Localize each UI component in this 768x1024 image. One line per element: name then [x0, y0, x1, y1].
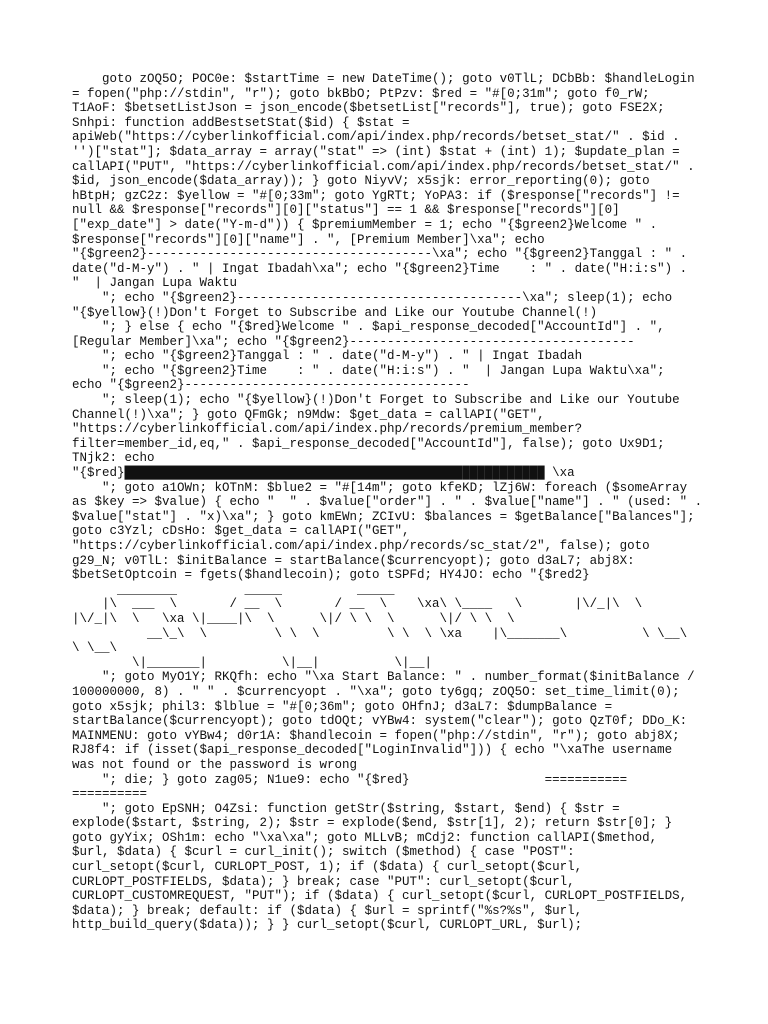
- code-line: ________ _____ _____: [72, 582, 395, 597]
- code-line: Channel(!)\xa"; } goto QFmGk; n9Mdw: $get_data = callAPI("GET",: [72, 407, 545, 422]
- code-line: ==========: [72, 787, 148, 802]
- code-line: 100000000, 8) . " " . $currencyopt . "\xa"; goto ty6gq; zOQ5O: set_time_limit(0);: [72, 684, 680, 699]
- code-line: \|_______| \|__| \|__|: [72, 655, 433, 670]
- code-line: apiWeb("https://cyberlinkofficial.com/api/index.php/records/betset_stat/" . $id .: [72, 130, 680, 145]
- code-line: null && $response["records"][0]["status"] == 1 && $response["records"][0]: [72, 203, 620, 218]
- code-line: "; goto EpSNH; O4Zsi: function getStr($string, $start, $end) { $str =: [72, 801, 620, 816]
- code-line: \ \__\: [72, 641, 118, 656]
- code-line: goto x5sjk; phil3: $lblue = "#[0;36m"; goto OHfnJ; d3aL7: $dumpBalance =: [72, 699, 613, 714]
- code-line: '')["stat"]; $data_array = array("stat" => (int) $stat + (int) 1); $update_plan =: [72, 144, 680, 159]
- code-line: echo "{$green2}--------------------------------------: [72, 378, 470, 393]
- code-line: $data); } break; default: if ($data) { $url = sprintf("%s?%s", $url,: [72, 903, 583, 918]
- code-line: [Regular Member]\xa"; echo "{$green2}--------------------------------------: [72, 334, 635, 349]
- code-line: "{$yellow}(!)Don't Forget to Subscribe and Like our Youtube Channel(!): [72, 305, 598, 320]
- code-line: startBalance($currencyopt); goto tdOQt; vYBw4: system("clear"); goto QzT0f; DDo_K:: [72, 714, 688, 729]
- code-line: CURLOPT_CUSTOMREQUEST, "PUT"); if ($data) { curl_setopt($curl, CURLOPT_POSTFIELDS,: [72, 889, 688, 904]
- code-line: hBtpH; gzC2z: $yellow = "#[0;33m"; goto YgRTt; YoPA3: if ($response["records"] !=: [72, 188, 680, 203]
- code-line: $value["stat"] . "x)\xa"; } goto kmEWn; ZCIvU: $balances = $getBalance["Balances"];: [72, 509, 695, 524]
- code-line: goto zOQ5O; POC0e: $startTime = new DateTime(); goto v0TlL; DCbBb: $handleLogin: [72, 72, 695, 86]
- code-line: " | Jangan Lupa Waktu: [72, 276, 238, 291]
- code-line: Snhpi: function addBestsetStat($id) { $stat =: [72, 115, 410, 130]
- code-line: = fopen("php://stdin", "r"); goto bkBbO; PtPzv: $red = "#[0;31m"; goto f0_rW;: [72, 86, 650, 101]
- code-line: "https://cyberlinkofficial.com/api/index.php/records/sc_stat/2", false); goto: [72, 539, 650, 553]
- code-line: MAINMENU: goto vYBw4; d0r1A: $handlecoin = fopen("php://stdin", "r"); goto abj8X;: [72, 728, 680, 743]
- code-line: "{$red}████████████████████████████████████████████████████████ \xa: [72, 466, 575, 481]
- code-line: explode($start, $string, 2); $str = explode($end, $str[1], 2); return $str[0]; }: [72, 816, 673, 831]
- code-line: goto gyYix; OSh1m: echo "\xa\xa"; goto MLLvB; mCdj2: function callAPI($method,: [72, 830, 658, 845]
- code-line: $response["records"][0]["name"] . ", [Premium Member]\xa"; echo: [72, 232, 545, 247]
- code-line: "; echo "{$green2}Tanggal : " . date("d-M-y") . " | Ingat Ibadah: [72, 349, 583, 364]
- code-line: ["exp_date"] > date("Y-m-d")) { $premiumMember = 1; echo "{$green2}Welcome " .: [72, 217, 658, 232]
- code-line: $betSetOptcoin = fgets($handlecoin); goto tSPFd; HY4JO: echo "{$red2}: [72, 568, 590, 583]
- code-line: |\/_|\ \ \xa \|____|\ \ \|/ \ \ \ \|/ \ \ \: [72, 611, 515, 626]
- code-line: "; goto MyO1Y; RKQfh: echo "\xa Start Balance: " . number_format($initBalance /: [72, 670, 695, 685]
- code-line: "; } else { echo "{$red}Welcome " . $api_response_decoded["AccountId"] . ",: [72, 320, 665, 335]
- code-listing: [72, 72, 712, 933]
- code-line: CURLOPT_POSTFIELDS, $data); } break; case "PUT": curl_setopt($curl,: [72, 874, 575, 889]
- code-line: |\ ___ \ / __ \ / __ \ \xa\ \____ \ |\/_|\ \: [72, 597, 643, 612]
- code-line: filter=member_id,eq," . $api_response_decoded["AccountId"], false); goto Ux9D1;: [72, 436, 665, 451]
- code-line: g29_N; v0TlL: $initBalance = startBalance($currencyopt); goto d3aL7; abj8X:: [72, 553, 635, 568]
- code-line: "; echo "{$green2}Time : " . date("H:i:s") . " | Jangan Lupa Waktu\xa";: [72, 363, 665, 378]
- code-line: curl_setopt($curl, CURLOPT_POST, 1); if ($data) { curl_setopt($curl,: [72, 860, 583, 875]
- code-line: callAPI("PUT", "https://cyberlinkofficial.com/api/index.php/records/betset_stat/" .: [72, 159, 695, 174]
- code-line: "; goto a1OWn; kOTnM: $blue2 = "#[14m"; goto kfeKD; lZj6W: foreach ($someArray: [72, 480, 688, 495]
- code-line: RJ8f4: if (isset($api_response_decoded["LoginInvalid"])) { echo "\xaThe username: [72, 743, 673, 758]
- code-line: as $key => $value) { echo " " . $value["order"] . " . $value["name"] . " (used: " .: [72, 495, 703, 510]
- code-line: "https://cyberlinkofficial.com/api/index.php/records/premium_member?: [72, 422, 583, 437]
- code-line: "; die; } goto zag05; N1ue9: echo "{$red} ===========: [72, 772, 628, 787]
- code-line: $url, $data) { $curl = curl_init(); switch ($method) { case "POST":: [72, 845, 575, 860]
- code-line: __\_\ \ \ \ \ \ \ \ \xa |\_______\ \ \__\: [72, 626, 688, 641]
- code-line: TNjk2: echo: [72, 451, 155, 466]
- code-line: goto c3Yzl; cDsHo: $get_data = callAPI("GET",: [72, 524, 410, 539]
- code-line: was not found or the password is wrong: [72, 757, 358, 772]
- code-line: "; sleep(1); echo "{$yellow}(!)Don't Forget to Subscribe and Like our Youtube: [72, 393, 680, 408]
- code-line: http_build_query($data)); } } curl_setopt($curl, CURLOPT_URL, $url);: [72, 918, 583, 933]
- code-line: "; echo "{$green2}--------------------------------------\xa"; sleep(1); echo: [72, 290, 673, 305]
- code-line: "{$green2}--------------------------------------\xa"; echo "{$green2}Tanggal : " .: [72, 247, 688, 262]
- code-line: T1AoF: $betsetListJson = json_encode($betsetList["records"], true); goto FSE2X;: [72, 101, 665, 116]
- code-line: $id, json_encode($data_array)); } goto NiyvV; x5sjk: error_reporting(0); goto: [72, 174, 650, 189]
- code-line: date("d-M-y") . " | Ingat Ibadah\xa"; echo "{$green2}Time : " . date("H:i:s") .: [72, 261, 688, 276]
